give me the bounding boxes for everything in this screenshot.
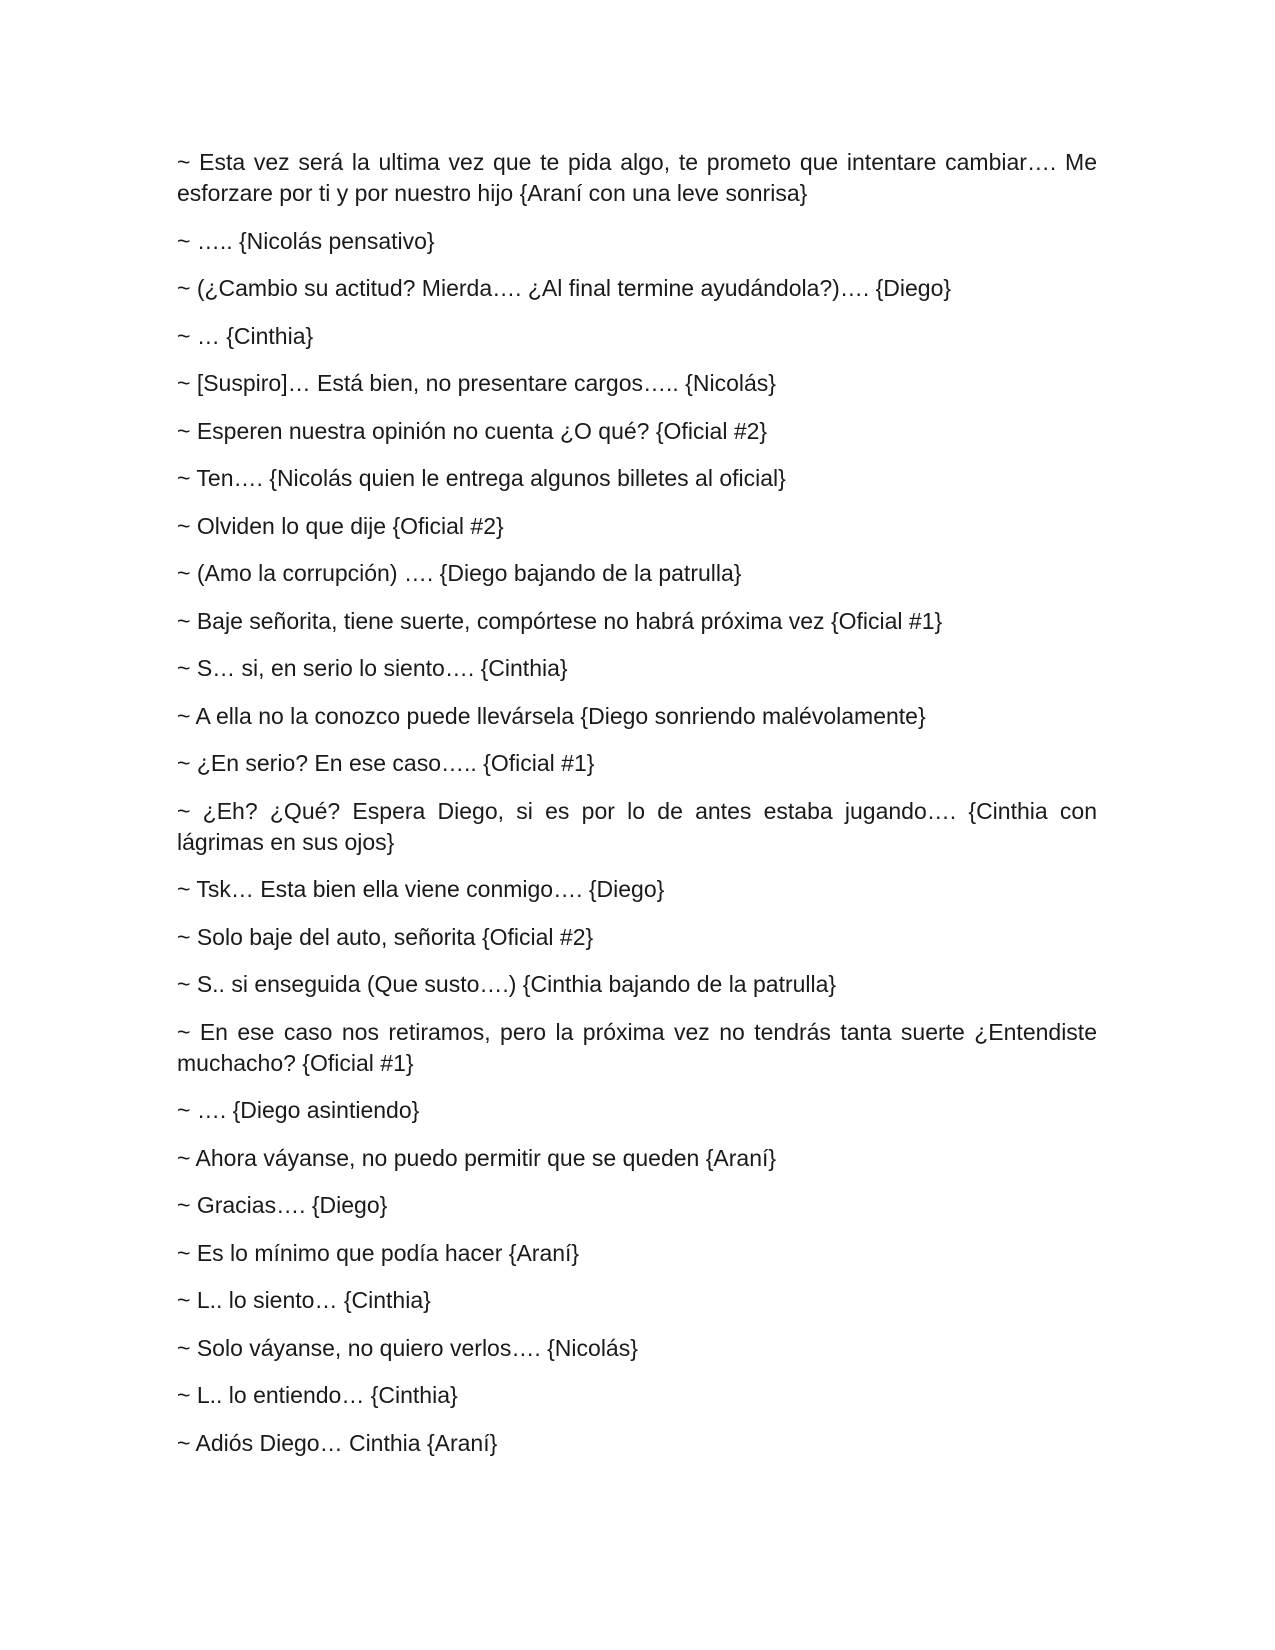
dialogue-line: ~ Ten…. {Nicolás quien le entrega algunos billetes al oficial} [177, 465, 786, 491]
dialogue-line: ~ ¿Eh? ¿Qué? Espera Diego, si es por lo de antes estaba jugando…. {Cinthia con lágrimas en sus ojos} [177, 797, 1097, 855]
dialogue-line: ~ L.. lo siento… {Cinthia} [177, 1287, 431, 1313]
dialogue-line: ~ Olviden lo que dije {Oficial #2} [177, 512, 504, 539]
dialogue-line: ~ Baje señorita, tiene suerte, compórtese no habrá próxima vez {Oficial #1} [177, 607, 943, 634]
dialogue-line: ~ A ella no la conozco puede llevársela {Diego sonriendo malévolamente} [177, 702, 926, 729]
dialogue-line: ~ Adiós Diego… Cinthia {Araní} [177, 1429, 498, 1456]
dialogue-line: ~ Esperen nuestra opinión no cuenta ¿O qué? {Oficial #2} [177, 417, 768, 444]
dialogue-line: ~ ….. {Nicolás pensativo} [177, 227, 435, 254]
dialogue-line: ~ Es lo mínimo que podía hacer {Araní} [177, 1239, 580, 1266]
dialogue-line: ~ Tsk… Esta bien ella viene conmigo…. {Diego} [177, 876, 665, 902]
dialogue-line: ~ Solo baje del auto, señorita {Oficial #2} [177, 923, 594, 950]
dialogue-line: ~ Gracias…. {Diego} [177, 1192, 388, 1218]
dialogue-line: ~ (Amo la corrupción) …. {Diego bajando de la patrulla} [177, 560, 742, 586]
dialogue-line: ~ S… si, en serio lo siento…. {Cinthia} [177, 655, 568, 681]
dialogue-line: ~ S.. si enseguida (Que susto….) {Cinthia bajando de la patrulla} [177, 971, 837, 997]
dialogue-line: ~ Ahora váyanse, no puedo permitir que se queden {Araní} [177, 1144, 777, 1171]
dialogue-line: ~ Solo váyanse, no quiero verlos…. {Nicolás} [177, 1334, 638, 1361]
dialogue-line: ~ Esta vez será la ultima vez que te pida algo, te prometo que intentare cambiar…. Me esforzare por ti y por nuestro hijo {Araní con una leve sonrisa} [177, 149, 1097, 206]
dialogue-line: ~ … {Cinthia} [177, 322, 314, 349]
dialogue-line: ~ …. {Diego asintiendo} [177, 1097, 420, 1123]
dialogue-line: ~ (¿Cambio su actitud? Mierda…. ¿Al final termine ayudándola?)…. {Diego} [177, 275, 952, 301]
dialogue-line: ~ ¿En serio? En ese caso….. {Oficial #1} [177, 750, 595, 776]
dialogue-line: ~ [Suspiro]… Está bien, no presentare cargos….. {Nicolás} [177, 370, 776, 396]
dialogue-line: ~ En ese caso nos retiramos, pero la próxima vez no tendrás tanta suerte ¿Entendiste muchacho? {Oficial #1} [177, 1018, 1097, 1076]
document-page [177, 147, 1097, 1475]
dialogue-line: ~ L.. lo entiendo… {Cinthia} [177, 1382, 458, 1408]
